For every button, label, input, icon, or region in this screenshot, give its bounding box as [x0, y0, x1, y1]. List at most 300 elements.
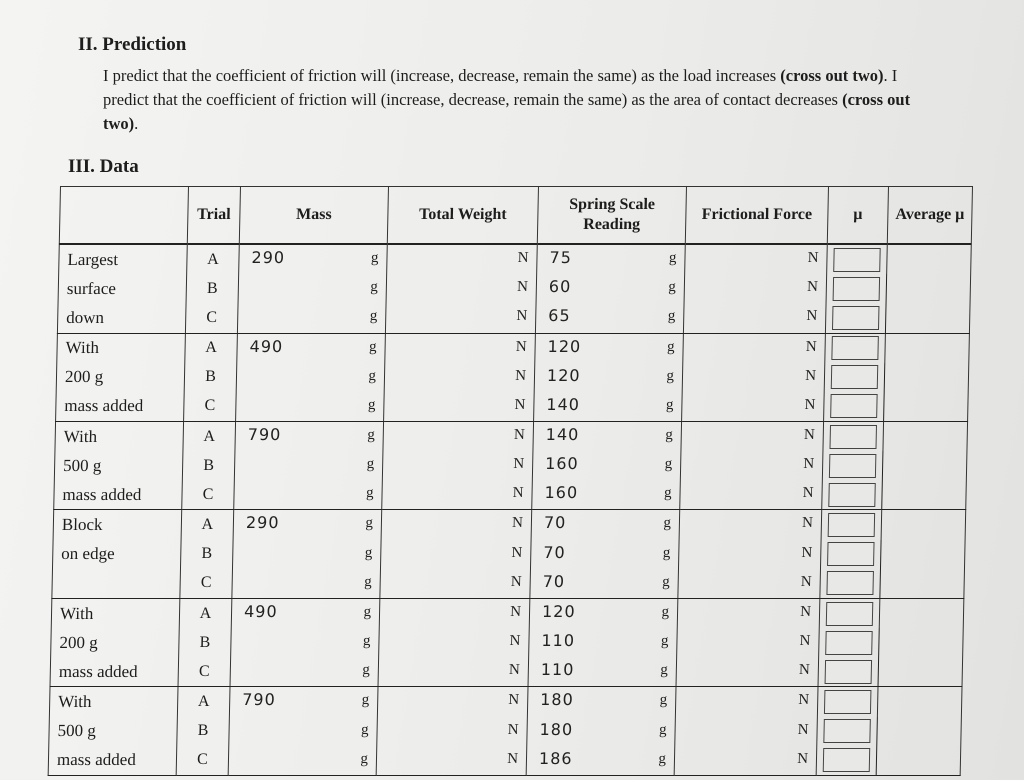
- mass-cell: [232, 569, 381, 599]
- spring-scale-cell: [532, 480, 681, 510]
- spring-scale-cell: [529, 628, 678, 657]
- table-header-row: [59, 187, 972, 245]
- header-average-mu: Average μ: [887, 187, 972, 245]
- frictional-force-cell: [676, 657, 819, 687]
- group-label-cell: [51, 598, 180, 628]
- table-row: [57, 303, 970, 333]
- mu-cell: [823, 421, 884, 451]
- mu-cell: [826, 274, 887, 303]
- mass-cell-value: 490: [249, 336, 284, 356]
- trial-cell: C: [184, 392, 237, 422]
- frictional-force-cell-unit: N: [805, 338, 817, 355]
- group-label-cell: [49, 717, 178, 746]
- frictional-force-cell: [684, 274, 827, 303]
- spring-scale-cell: [530, 569, 679, 599]
- mu-cell: [824, 392, 885, 422]
- table-row: [54, 451, 967, 480]
- trial-cell: B: [179, 628, 232, 657]
- spring-scale-cell-value: 120: [546, 365, 581, 385]
- mu-input-box: [833, 248, 881, 272]
- spring-scale-cell: [526, 746, 675, 776]
- frictional-force-cell-unit: N: [797, 721, 809, 738]
- mu-cell: [817, 717, 878, 746]
- mu-cell: [822, 480, 883, 510]
- mass-cell: [237, 303, 386, 333]
- spring-scale-cell-unit: g: [666, 338, 675, 355]
- mass-cell: [233, 510, 382, 540]
- total-weight-cell-unit: N: [507, 721, 519, 738]
- total-weight-cell-unit: N: [508, 662, 521, 679]
- spring-scale-cell: [532, 451, 681, 480]
- mu-cell: [825, 333, 886, 363]
- total-weight-cell-unit: N: [516, 279, 529, 296]
- table-row: [49, 687, 962, 717]
- group-label-cell: [49, 687, 178, 717]
- mass-cell-value: 490: [243, 601, 278, 621]
- total-weight-cell: [381, 510, 532, 540]
- average-mu-cell: [880, 510, 966, 598]
- frictional-force-cell-unit: N: [800, 573, 812, 590]
- mu-cell: [817, 687, 878, 717]
- group-label: mass added: [64, 396, 144, 416]
- table-row: [49, 717, 962, 746]
- total-weight-cell: [382, 480, 533, 510]
- trial-cell: B: [184, 363, 237, 392]
- mu-cell: [820, 540, 881, 569]
- group-label: on edge: [61, 544, 115, 564]
- group-label: With: [59, 603, 94, 623]
- mu-input-box: [826, 602, 874, 626]
- group-label-cell: [57, 303, 186, 333]
- mu-input-box: [825, 631, 873, 655]
- spring-scale-cell-unit: g: [659, 692, 668, 709]
- mass-cell: [236, 363, 385, 392]
- total-weight-cell-unit: N: [513, 456, 525, 473]
- mass-cell-unit: g: [365, 515, 374, 532]
- frictional-force-cell: [683, 333, 826, 363]
- group-label: 200 g: [59, 632, 98, 652]
- group-label-cell: [57, 333, 186, 363]
- group-label: mass added: [62, 484, 142, 504]
- frictional-force-cell-unit: N: [798, 692, 810, 709]
- mu-cell: [821, 510, 882, 540]
- spring-scale-cell-unit: g: [662, 544, 671, 561]
- spring-scale-cell-unit: g: [662, 573, 670, 590]
- prediction-line3-end: .: [134, 114, 139, 133]
- mass-cell-unit: g: [367, 396, 376, 413]
- mass-cell: [234, 451, 383, 480]
- prediction-text: [103, 64, 933, 136]
- mu-input-box: [828, 513, 876, 537]
- mass-cell-unit: g: [366, 456, 375, 473]
- total-weight-cell: [382, 451, 533, 480]
- total-weight-cell-unit: N: [514, 396, 526, 413]
- frictional-force-cell-unit: N: [798, 662, 811, 679]
- mass-cell: [235, 421, 384, 451]
- trial-cell: B: [182, 451, 235, 480]
- total-weight-cell: [377, 717, 528, 746]
- total-weight-cell-unit: N: [510, 573, 522, 590]
- mass-cell-value: 790: [247, 424, 282, 444]
- spring-scale-cell-value: 70: [543, 542, 566, 562]
- spring-scale-cell-value: 110: [541, 631, 576, 651]
- frictional-force-cell-unit: N: [796, 750, 809, 767]
- mass-cell-unit: g: [368, 367, 377, 384]
- mu-input-box: [830, 425, 878, 449]
- total-weight-cell: [384, 392, 535, 422]
- mass-cell-unit: g: [360, 750, 369, 767]
- mass-cell: [238, 274, 387, 303]
- mu-input-box: [825, 660, 873, 684]
- data-heading: III. Data: [68, 156, 139, 177]
- average-mu-cell: [882, 421, 968, 509]
- spring-scale-cell-value: 120: [541, 601, 576, 621]
- mass-cell-value: 290: [251, 248, 286, 267]
- frictional-force-cell: [678, 569, 821, 599]
- mu-input-box: [829, 454, 877, 478]
- spring-scale-cell-value: 70: [543, 513, 567, 533]
- group-label-cell: [50, 657, 179, 687]
- mass-cell-unit: g: [368, 338, 377, 355]
- trial-cell: A: [185, 333, 238, 363]
- total-weight-cell-unit: N: [508, 692, 520, 709]
- group-label-cell: [52, 569, 181, 599]
- frictional-force-cell: [675, 717, 818, 746]
- frictional-force-cell: [679, 510, 822, 540]
- prediction-cross-out-1: (cross out two): [780, 66, 884, 85]
- total-weight-cell-unit: N: [517, 250, 529, 266]
- spring-scale-cell-unit: g: [660, 662, 669, 679]
- table-row: [51, 628, 964, 657]
- spring-scale-cell: [537, 244, 686, 274]
- spring-scale-cell: [531, 510, 680, 540]
- group-label: surface: [66, 278, 117, 298]
- mu-cell: [824, 363, 885, 392]
- spring-scale-cell-unit: g: [668, 279, 677, 296]
- total-weight-cell: [383, 421, 534, 451]
- total-weight-cell-unit: N: [506, 750, 519, 767]
- mu-input-box: [826, 571, 874, 595]
- frictional-force-cell-unit: N: [799, 633, 811, 650]
- mass-cell-unit: g: [365, 485, 374, 502]
- frictional-force-cell-unit: N: [803, 456, 815, 473]
- header-group: [59, 187, 188, 245]
- spring-scale-cell-unit: g: [666, 367, 675, 384]
- mass-cell: [229, 687, 378, 717]
- mass-cell: [239, 244, 388, 274]
- group-label: 200 g: [64, 367, 104, 387]
- table-row: [56, 392, 969, 422]
- spring-scale-cell-unit: g: [661, 603, 670, 620]
- total-weight-cell: [379, 598, 530, 628]
- table-row: [51, 598, 964, 628]
- frictional-force-cell-unit: N: [807, 250, 819, 266]
- frictional-force-cell-unit: N: [806, 308, 818, 325]
- spring-scale-cell-unit: g: [660, 633, 669, 650]
- spring-scale-cell: [530, 540, 679, 569]
- spring-scale-cell-value: 186: [538, 748, 573, 768]
- spring-scale-cell-value: 120: [547, 336, 582, 356]
- mass-cell-unit: g: [363, 603, 372, 620]
- frictional-force-cell: [682, 363, 825, 392]
- mass-cell: [234, 480, 383, 510]
- mass-cell-value: 790: [242, 690, 276, 710]
- frictional-force-cell-unit: N: [802, 485, 814, 502]
- mass-cell: [237, 333, 386, 363]
- total-weight-cell: [376, 746, 527, 776]
- spring-scale-cell-unit: g: [663, 485, 672, 502]
- trial-cell: C: [180, 569, 233, 599]
- table-row: [55, 421, 968, 451]
- mass-cell-unit: g: [362, 662, 371, 679]
- trial-cell: B: [186, 274, 239, 303]
- total-weight-cell-unit: N: [510, 603, 522, 620]
- prediction-line3: the area of contact decreases: [649, 90, 843, 109]
- total-weight-cell: [380, 540, 531, 569]
- table-row: [52, 569, 965, 599]
- mass-cell-unit: g: [370, 250, 379, 266]
- data-table: [48, 186, 973, 776]
- spring-scale-cell: [535, 303, 684, 333]
- prediction-line1: I predict that the coefficient of friction will (increase, decrease, remain the same) as the load increases: [103, 66, 777, 85]
- trial-cell: C: [185, 303, 238, 333]
- frictional-force-cell-unit: N: [801, 515, 814, 532]
- mu-input-box: [824, 690, 872, 714]
- mu-input-box: [831, 365, 879, 389]
- frictional-force-cell: [683, 303, 826, 333]
- group-label-cell: [54, 480, 183, 510]
- spring-scale-cell-unit: g: [668, 250, 677, 266]
- mu-input-box: [823, 719, 871, 743]
- mu-input-box: [827, 542, 875, 566]
- total-weight-cell: [387, 244, 538, 274]
- frictional-force-cell: [682, 392, 825, 422]
- mass-cell-unit: g: [361, 692, 370, 709]
- total-weight-cell: [384, 363, 535, 392]
- spring-scale-cell-value: 140: [545, 424, 580, 444]
- frictional-force-cell: [674, 746, 817, 776]
- group-label: mass added: [58, 661, 138, 681]
- spring-scale-cell-value: 65: [548, 306, 571, 326]
- total-weight-cell: [377, 687, 528, 717]
- trial-cell: C: [178, 657, 231, 687]
- header-spring-scale: Spring Scale Reading: [537, 187, 686, 245]
- total-weight-cell-unit: N: [511, 515, 524, 532]
- trial-cell: C: [182, 480, 235, 510]
- group-label: With: [58, 691, 92, 711]
- frictional-force-cell: [680, 451, 823, 480]
- frictional-force-cell: [677, 628, 820, 657]
- group-label-cell: [55, 421, 184, 451]
- total-weight-cell: [385, 303, 536, 333]
- spring-scale-cell-value: 140: [546, 394, 581, 414]
- frictional-force-cell: [680, 480, 823, 510]
- spring-scale-cell-value: 160: [544, 483, 579, 503]
- trial-cell: A: [183, 421, 236, 451]
- group-label: With: [63, 426, 98, 446]
- mass-cell-unit: g: [369, 308, 378, 325]
- group-label: Block: [61, 515, 103, 535]
- mu-input-box: [828, 483, 876, 507]
- mu-cell: [819, 598, 880, 628]
- trial-cell: A: [187, 244, 240, 274]
- mass-cell-unit: g: [362, 633, 371, 650]
- trial-cell: B: [180, 540, 233, 569]
- total-weight-cell: [379, 628, 530, 657]
- trial-cell: A: [181, 510, 234, 540]
- mu-input-box: [823, 748, 871, 772]
- group-label-cell: [56, 363, 185, 392]
- mu-cell: [820, 569, 881, 599]
- spring-scale-cell-value: 180: [539, 719, 574, 739]
- header-mu: μ: [827, 187, 888, 245]
- mass-cell: [231, 628, 380, 657]
- frictional-force-cell: [681, 421, 824, 451]
- spring-scale-cell: [534, 363, 683, 392]
- spring-scale-cell: [535, 333, 684, 363]
- mu-input-box: [832, 306, 880, 330]
- group-label-cell: [59, 244, 188, 274]
- mass-cell-unit: g: [360, 721, 369, 738]
- frictional-force-cell: [678, 540, 821, 569]
- spring-scale-cell-value: 75: [549, 248, 573, 267]
- group-label: down: [66, 307, 105, 327]
- mass-cell-unit: g: [364, 544, 373, 561]
- total-weight-cell-unit: N: [509, 633, 521, 650]
- total-weight-cell-unit: N: [516, 308, 528, 325]
- frictional-force-cell-unit: N: [805, 367, 817, 384]
- group-label: 500 g: [62, 455, 102, 475]
- total-weight-cell-unit: N: [515, 338, 527, 355]
- total-weight-cell-unit: N: [513, 426, 525, 443]
- total-weight-cell-unit: N: [511, 544, 523, 561]
- group-label-cell: [56, 392, 185, 422]
- average-mu-cell: [884, 333, 970, 421]
- mu-cell: [827, 244, 888, 274]
- group-label-cell: [48, 746, 177, 776]
- table-row: [53, 510, 966, 540]
- average-mu-cell: [878, 598, 964, 686]
- mu-cell: [822, 451, 883, 480]
- group-label: mass added: [56, 750, 137, 770]
- frictional-force-cell-unit: N: [801, 544, 813, 561]
- prediction-cross-out-2: (cross out two): [103, 90, 911, 133]
- frictional-force-cell-unit: N: [804, 396, 816, 413]
- total-weight-cell: [385, 333, 536, 363]
- mu-cell: [818, 657, 879, 687]
- table-body: [48, 244, 971, 776]
- header-frictional-force: Frictional Force: [685, 187, 828, 245]
- mu-cell: [816, 746, 877, 776]
- table-row: [54, 480, 967, 510]
- data-table-wrapper: [48, 186, 972, 776]
- group-label-cell: [53, 510, 182, 540]
- spring-scale-cell-unit: g: [658, 750, 667, 767]
- table-row: [52, 540, 965, 569]
- group-label-cell: [54, 451, 183, 480]
- mass-cell: [229, 717, 378, 746]
- frictional-force-cell-unit: N: [800, 603, 812, 620]
- table-row: [59, 244, 972, 274]
- frictional-force-cell: [685, 244, 828, 274]
- mu-input-box: [830, 394, 878, 418]
- mass-cell: [228, 746, 377, 776]
- spring-scale-cell: [536, 274, 685, 303]
- spring-scale-cell: [528, 657, 677, 687]
- spring-scale-cell-unit: g: [663, 515, 672, 532]
- total-weight-cell-unit: N: [515, 367, 527, 384]
- spring-scale-cell: [534, 392, 683, 422]
- average-mu-cell: [876, 687, 962, 776]
- frictional-force-cell-unit: N: [803, 426, 815, 443]
- table-row: [48, 746, 961, 776]
- mass-cell-unit: g: [364, 573, 372, 590]
- mass-cell-unit: g: [367, 426, 375, 443]
- mu-input-box: [833, 277, 881, 301]
- mass-cell-unit: g: [370, 279, 379, 296]
- header-mass: Mass: [239, 187, 388, 245]
- group-label: 500 g: [57, 721, 97, 741]
- spring-scale-cell-value: 60: [548, 277, 572, 297]
- spring-scale-cell-unit: g: [665, 426, 673, 443]
- trial-cell: A: [179, 598, 232, 628]
- prediction-heading: II. Prediction: [78, 34, 187, 55]
- spring-scale-cell-value: 70: [542, 571, 566, 591]
- header-total-weight: Total Weight: [387, 187, 538, 245]
- total-weight-cell: [380, 569, 531, 599]
- total-weight-cell: [386, 274, 537, 303]
- total-weight-cell-unit: N: [512, 485, 524, 502]
- mu-cell: [825, 303, 886, 333]
- prediction-line2: . I predict that the coefficient of friction will (increase, decrease, remain the same) as: [103, 66, 898, 109]
- group-label-cell: [52, 540, 181, 569]
- table-row: [57, 333, 970, 363]
- mass-cell: [232, 540, 381, 569]
- average-mu-cell: [885, 244, 971, 333]
- mass-cell: [236, 392, 385, 422]
- mass-cell: [231, 598, 380, 628]
- spring-scale-cell: [527, 687, 676, 717]
- spring-scale-cell-unit: g: [665, 396, 674, 413]
- spring-scale-cell-value: 180: [540, 690, 574, 710]
- spring-scale-cell-value: 160: [544, 454, 579, 474]
- spring-scale-cell: [533, 421, 682, 451]
- mass-cell-value: 290: [245, 513, 280, 533]
- table-row: [56, 363, 969, 392]
- frictional-force-cell: [675, 687, 818, 717]
- trial-cell: C: [176, 746, 229, 776]
- trial-cell: A: [177, 687, 230, 717]
- header-trial: Trial: [187, 187, 240, 245]
- total-weight-cell: [378, 657, 529, 687]
- group-label-cell: [51, 628, 180, 657]
- mu-cell: [819, 628, 880, 657]
- spring-scale-cell-unit: g: [667, 308, 676, 325]
- table-row: [50, 657, 963, 687]
- frictional-force-cell-unit: N: [806, 279, 819, 296]
- spring-scale-cell: [527, 717, 676, 746]
- frictional-force-cell: [677, 598, 820, 628]
- group-label-cell: [58, 274, 187, 303]
- spring-scale-cell-value: 110: [540, 660, 575, 680]
- mass-cell: [230, 657, 379, 687]
- group-label: With: [65, 338, 100, 358]
- group-label: Largest: [67, 249, 119, 269]
- table-row: [58, 274, 971, 303]
- spring-scale-cell-unit: g: [664, 456, 673, 473]
- trial-cell: B: [177, 717, 230, 746]
- mu-input-box: [831, 336, 879, 360]
